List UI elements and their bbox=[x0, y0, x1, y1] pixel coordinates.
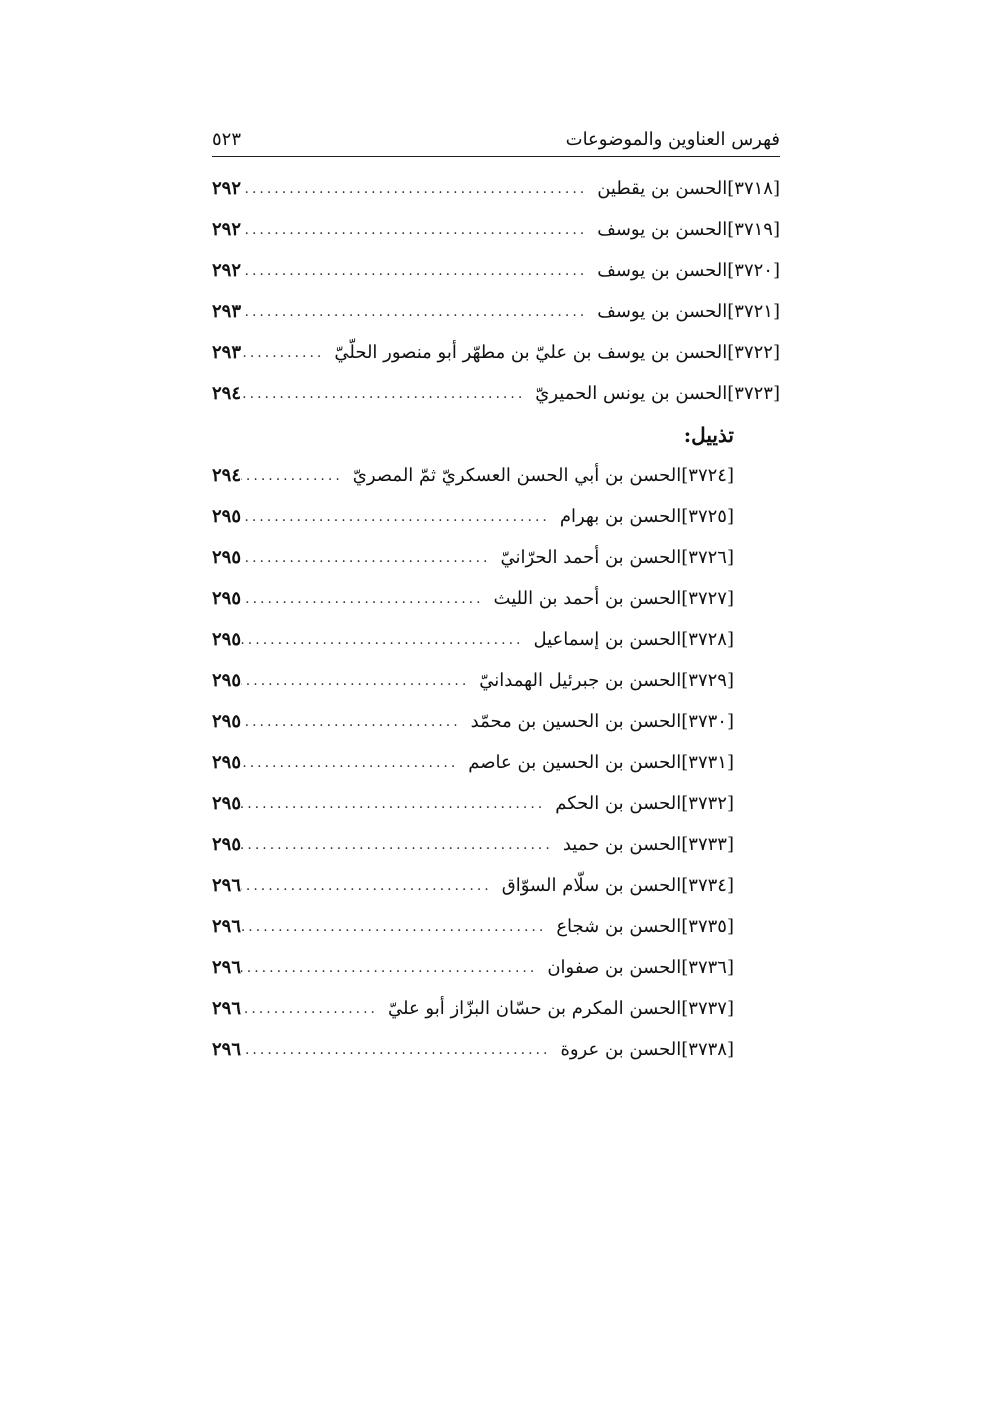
index-entry bbox=[212, 619, 780, 660]
index-entry bbox=[212, 332, 780, 373]
entry-page: ٢٩٣ bbox=[212, 342, 242, 363]
dot-leader bbox=[241, 919, 550, 935]
entry-page: ٢٩٥ bbox=[212, 711, 242, 732]
index-entry bbox=[212, 1029, 780, 1070]
index-entry bbox=[212, 988, 780, 1029]
page-number: ٥٢٣ bbox=[212, 128, 242, 150]
dot-leader bbox=[241, 509, 554, 525]
dot-leader bbox=[241, 386, 529, 402]
dot-leader bbox=[241, 263, 591, 279]
dot-leader bbox=[241, 550, 494, 566]
index-entry bbox=[212, 701, 780, 742]
index-entry bbox=[212, 455, 780, 496]
dot-leader bbox=[241, 960, 541, 976]
entry-name: الحسن بن صفوان bbox=[547, 957, 682, 978]
dot-leader bbox=[241, 222, 591, 238]
entry-number: [٣٧٢٩] bbox=[681, 670, 734, 691]
entry-name: الحسن بن أحمد الحرّانيّ bbox=[500, 547, 682, 568]
entry-page: ٢٩٥ bbox=[212, 629, 242, 650]
dot-leader bbox=[241, 1042, 554, 1058]
index-entry bbox=[212, 373, 780, 414]
entry-page: ٢٩٢ bbox=[212, 260, 242, 281]
entry-page: ٢٩٥ bbox=[212, 506, 242, 527]
index-entry bbox=[212, 209, 780, 250]
dot-leader bbox=[241, 837, 557, 853]
entry-name: الحسن بن بهرام bbox=[559, 506, 682, 527]
entry-page: ٢٩٣ bbox=[212, 301, 242, 322]
dot-leader bbox=[241, 591, 488, 607]
dot-leader bbox=[241, 796, 549, 812]
section-heading: تذييل: bbox=[683, 422, 734, 447]
dot-leader bbox=[241, 345, 328, 361]
index-entry bbox=[212, 783, 780, 824]
entry-number: [٣٧٣٣] bbox=[681, 834, 734, 855]
entry-name: الحسن بن يوسف bbox=[597, 301, 728, 322]
entry-number: [٣٧٣٠] bbox=[681, 711, 734, 732]
index-list bbox=[212, 168, 780, 1070]
index-entry bbox=[212, 537, 780, 578]
entry-number: [٣٧٣٧] bbox=[681, 998, 734, 1019]
entry-page: ٢٩٥ bbox=[212, 793, 242, 814]
entry-number: [٣٧٣٨] bbox=[681, 1039, 734, 1060]
entry-number: [٣٧٢١] bbox=[727, 301, 780, 322]
index-entry bbox=[212, 496, 780, 537]
entry-name: الحسن بن يوسف bbox=[597, 219, 728, 240]
index-entry bbox=[212, 250, 780, 291]
dot-leader bbox=[241, 632, 527, 648]
entry-number: [٣٧٢٥] bbox=[681, 506, 734, 527]
entry-number: [٣٧٣٢] bbox=[681, 793, 734, 814]
entry-number: [٣٧٢٧] bbox=[681, 588, 734, 609]
entry-page: ٢٩٢ bbox=[212, 178, 242, 199]
entry-page: ٢٩٤ bbox=[212, 383, 242, 404]
entry-page: ٢٩٦ bbox=[212, 998, 242, 1019]
entry-page: ٢٩٤ bbox=[212, 465, 242, 486]
page-header bbox=[212, 122, 780, 157]
entry-number: [٣٧٣١] bbox=[681, 752, 734, 773]
header-title: فهرس العناوين والموضوعات bbox=[565, 128, 780, 150]
index-entry bbox=[212, 947, 780, 988]
index-entry bbox=[212, 865, 780, 906]
entry-name: الحسن بن حميد bbox=[562, 834, 682, 855]
entry-page: ٢٩٦ bbox=[212, 875, 242, 896]
entry-number: [٣٧٣٥] bbox=[681, 916, 734, 937]
entry-number: [٣٧٢٣] bbox=[727, 383, 780, 404]
dot-leader bbox=[241, 1001, 382, 1017]
entry-number: [٣٧١٩] bbox=[727, 219, 780, 240]
index-entry bbox=[212, 168, 780, 209]
entry-number: [٣٧٢٤] bbox=[681, 465, 734, 486]
entry-page: ٢٩٥ bbox=[212, 547, 242, 568]
entry-number: [٣٧٢٦] bbox=[681, 547, 734, 568]
entry-name: الحسن بن شجاع bbox=[556, 916, 682, 937]
index-entry bbox=[212, 578, 780, 619]
entry-name: الحسن بن أبي الحسن العسكريّ ثمّ المصريّ bbox=[352, 465, 682, 486]
entry-name: الحسن بن يونس الحميريّ bbox=[535, 383, 728, 404]
entry-name: الحسن بن يوسف bbox=[597, 260, 728, 281]
entry-page: ٢٩٦ bbox=[212, 916, 242, 937]
entry-number: [٣٧٢٠] bbox=[727, 260, 780, 281]
entry-number: [٣٧٢٨] bbox=[681, 629, 734, 650]
dot-leader bbox=[241, 304, 591, 320]
entry-page: ٢٩٥ bbox=[212, 834, 242, 855]
entry-name: الحسن بن الحسين بن محمّد bbox=[470, 711, 682, 732]
dot-leader bbox=[241, 181, 591, 197]
entry-name: الحسن بن إسماعيل bbox=[533, 629, 682, 650]
index-entry bbox=[212, 291, 780, 332]
entry-name: الحسن بن سلّام السوّاق bbox=[501, 875, 682, 896]
dot-leader bbox=[241, 673, 473, 689]
entry-page: ٢٩٥ bbox=[212, 588, 242, 609]
entry-page: ٢٩٥ bbox=[212, 752, 242, 773]
dot-leader bbox=[241, 468, 347, 484]
entry-name: الحسن بن يقطين bbox=[597, 178, 728, 199]
entry-name: الحسن بن أحمد بن الليث bbox=[493, 588, 682, 609]
entry-number: [٣٧٢٢] bbox=[727, 342, 780, 363]
index-entry bbox=[212, 906, 780, 947]
index-entry bbox=[212, 824, 780, 865]
entry-page: ٢٩٦ bbox=[212, 957, 242, 978]
entry-name: الحسن بن الحكم bbox=[555, 793, 682, 814]
dot-leader bbox=[241, 755, 462, 771]
dot-leader bbox=[241, 714, 465, 730]
entry-number: [٣٧٣٤] bbox=[681, 875, 734, 896]
entry-number: [٣٧٣٦] bbox=[681, 957, 734, 978]
entry-name: الحسن بن جبرئيل الهمدانيّ bbox=[479, 670, 682, 691]
index-entry bbox=[212, 742, 780, 783]
dot-leader bbox=[241, 878, 496, 894]
entry-page: ٢٩٦ bbox=[212, 1039, 242, 1060]
entry-page: ٢٩٥ bbox=[212, 670, 242, 691]
entry-page: ٢٩٢ bbox=[212, 219, 242, 240]
entry-number: [٣٧١٨] bbox=[727, 178, 780, 199]
entry-name: الحسن بن عروة bbox=[560, 1039, 682, 1060]
entry-name: الحسن بن الحسين بن عاصم bbox=[468, 752, 682, 773]
entry-name: الحسن بن يوسف بن عليّ بن مطهّر أبو منصور الحلّيّ bbox=[334, 342, 728, 363]
entry-name: الحسن المكرم بن حسّان البزّاز أبو عليّ bbox=[388, 998, 682, 1019]
index-entry bbox=[212, 660, 780, 701]
